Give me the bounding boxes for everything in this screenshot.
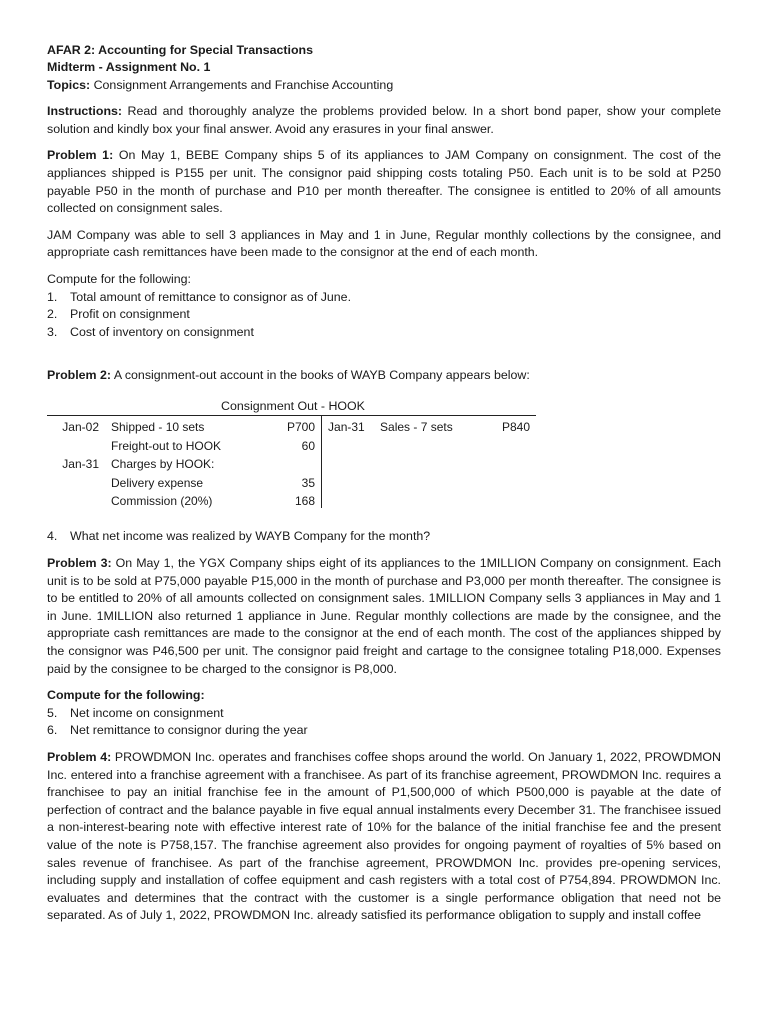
instructions-label: Instructions: xyxy=(47,104,123,119)
problem3-compute-label: Compute for the following: xyxy=(47,688,205,703)
problem3-questions xyxy=(47,705,721,740)
problem2-questions xyxy=(47,528,721,546)
table-row: Jan-31 Charges by HOOK: xyxy=(47,453,536,472)
topics-value: Consignment Arrangements and Franchise Accounting xyxy=(93,77,394,92)
t-account-table xyxy=(47,415,536,509)
list-item: 5. Net income on consignment xyxy=(47,705,224,720)
list-item: 3. Cost of inventory on consignment xyxy=(47,324,254,339)
problem1-questions xyxy=(47,289,721,342)
instructions-text: Read and thoroughly analyze the problems provided below. In a short bond paper, show your complete solution and kindly box your final answer. Avoid any erasures in your final answer. xyxy=(47,104,721,136)
problem3-paragraph xyxy=(47,555,721,678)
problem4-text: PROWDMON Inc. operates and franchises coffee shops around the world. On January 1, 2022, PROWDMON Inc. entered into a franchise agreement with a franchisee. As part of its franchise agreement, PROWDMON Inc. requires a franchisee to pay an initial franchise fee in the amount of P1,500,000 of which P500,000 is payable at the date of perfection of contract and the balance payable in five equal annual instalments every December 31. The franchisee issued a non-interest-bearing note with effective interest rate of 10% for the balance of the initial franchise fee and the present value of the note is P758,157. The franchise agreement also provides for ongoing payment of royalties of 5% based on sales revenue of franchisee. As part of the franchise agreement, PROWDMON Inc. provides pre-opening services, including supply and installation of coffee equipment and cash registers with a total cost of P754,894. PROWDMON Inc. evaluates and determines that the contract with the customer is a single performance obligation that need not be separated. As of July 1, 2022, PROWDMON Inc. already satisfied its performance obligation to supply and install coffee xyxy=(47,749,721,923)
problem3-label: Problem 3: xyxy=(47,556,112,571)
problem1-paragraph-2: JAM Company was able to sell 3 appliances in May and 1 in June, Regular monthly collections by the consignee, and appropriate cash remittances have been made to the consignor at the end of each month. xyxy=(47,227,721,260)
topics-line xyxy=(47,77,721,94)
problem1-compute-label: Compute for the following: xyxy=(47,271,191,286)
problem2-text: A consignment-out account in the books of WAYB Company appears below: xyxy=(113,368,530,383)
list-item: 2. Profit on consignment xyxy=(47,307,190,322)
list-item: 6. Net remittance to consignor during the year xyxy=(47,723,308,738)
problem4-label: Problem 4: xyxy=(47,749,112,764)
list-item: 1. Total amount of remittance to consignor as of June. xyxy=(47,289,352,304)
t-account-title: Consignment Out - HOOK xyxy=(221,398,365,413)
problem1-label: Problem 1: xyxy=(47,148,114,163)
course-title: AFAR 2: Accounting for Special Transactions xyxy=(47,43,313,57)
t-account xyxy=(47,397,721,509)
problem4-paragraph xyxy=(47,749,721,925)
problem3-text: On May 1, the YGX Company ships eight of its appliances to the 1MILLION Company on consignment. Each unit is to be sold at P75,000 payable P15,000 in the month of purchase and P3,000 per month thereafter. The consignee is to be entitled to 20% of all amounts collected on consignment sales. 1MILLION Company sells 3 appliances in May and 1 in June. 1MILLION also returned 1 appliance in June. Regular monthly collections are made by the consignee, and the appropriate cash remittances are made to the consignor at the end of each month. The cost of the appliances shipped by the consignor was P46,500 per unit. The consignor paid freight and cartage to the consignee totaling P18,000. Expenses paid by the consignee to be charged to the consignor is P8,000. xyxy=(47,556,721,676)
topics-label: Topics: xyxy=(47,77,91,92)
assignment-title: Midterm - Assignment No. 1 xyxy=(47,60,211,75)
instructions-paragraph xyxy=(47,103,721,138)
list-item: 4. What net income was realized by WAYB Company for the month? xyxy=(47,529,431,544)
table-row: Commission (20%) 168 xyxy=(47,490,536,509)
problem2-paragraph xyxy=(47,367,721,385)
problem1-paragraph xyxy=(47,147,721,217)
table-row: Delivery expense 35 xyxy=(47,471,536,490)
problem1-text: On May 1, BEBE Company ships 5 of its appliances to JAM Company on consignment. The cost of the appliances shipped is P155 per unit. The consignor paid shipping costs totaling P50. Each unit is to be sold at P250 payable P50 in the month of purchase and P10 per month thereafter. The consignee is entitled to 20% of all amounts collected on consignment sales. xyxy=(47,148,721,216)
problem2-label: Problem 2: xyxy=(47,368,112,383)
table-row: Freight-out to HOOK 60 xyxy=(47,434,536,453)
table-row: Jan-02 Shipped - 10 sets P700 Jan-31 Sales - 7 sets P840 xyxy=(47,415,536,434)
